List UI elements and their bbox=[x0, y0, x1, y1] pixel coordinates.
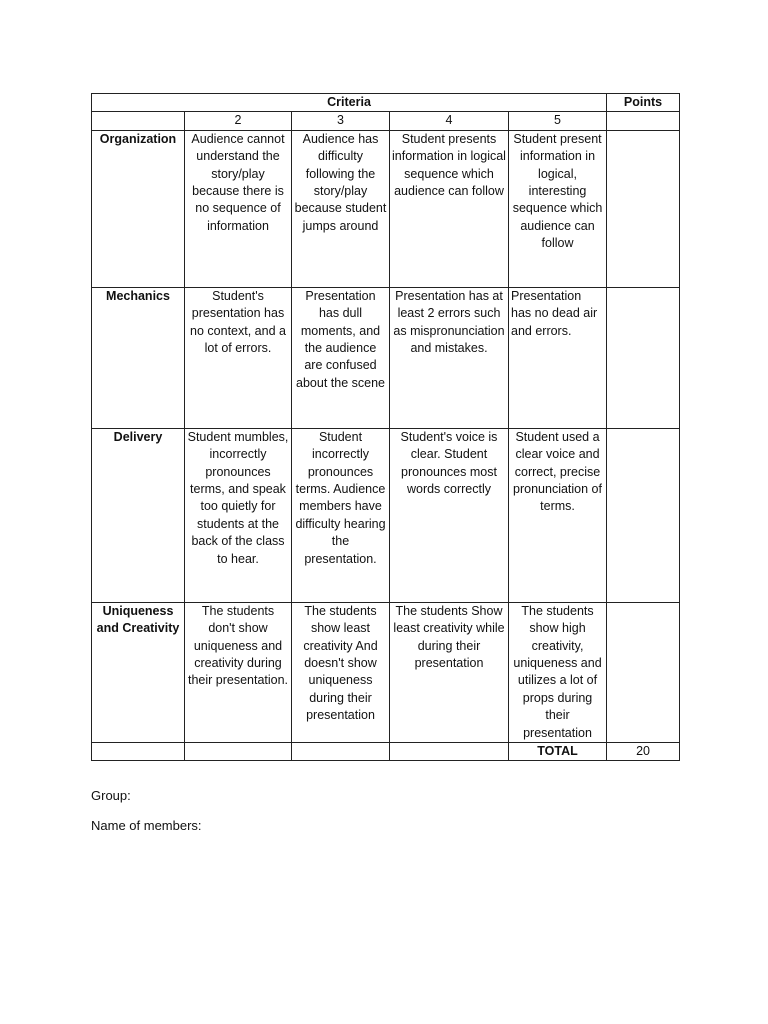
points-cell[interactable] bbox=[607, 602, 680, 742]
points-cell[interactable] bbox=[607, 428, 680, 602]
score-header-2: 2 bbox=[185, 112, 292, 130]
empty-points-header-cell bbox=[607, 112, 680, 130]
table-cell: Student presents information in logical sequence which audience can follow bbox=[390, 130, 509, 287]
empty-cell bbox=[92, 743, 185, 761]
total-label: TOTAL bbox=[509, 743, 607, 761]
row-label-mechanics: Mechanics bbox=[92, 287, 185, 428]
score-header-4: 4 bbox=[390, 112, 509, 130]
table-cell: Presentation has no dead air and errors. bbox=[509, 287, 607, 428]
table-cell: Student's presentation has no context, and a lot of errors. bbox=[185, 287, 292, 428]
empty-cell bbox=[390, 743, 509, 761]
table-cell: The students Show least creativity while during their presentation bbox=[390, 602, 509, 742]
score-header-3: 3 bbox=[292, 112, 390, 130]
table-row bbox=[92, 287, 680, 428]
empty-cell bbox=[185, 743, 292, 761]
points-cell[interactable] bbox=[607, 130, 680, 287]
table-row bbox=[92, 130, 680, 287]
table-cell: Student present information in logical, interesting sequence which audience can follow bbox=[509, 130, 607, 287]
row-label-organization: Organization bbox=[92, 130, 185, 287]
header-row-criteria bbox=[92, 94, 680, 112]
table-cell: Student mumbles, incorrectly pronounces terms, and speak too quietly for students at the back of the class to hear. bbox=[185, 428, 292, 602]
table-row bbox=[92, 428, 680, 602]
rubric-table bbox=[91, 93, 680, 761]
table-cell: Presentation has dull moments, and the audience are confused about the scene bbox=[292, 287, 390, 428]
table-cell: The students show least creativity And doesn't show uniqueness during their presentation bbox=[292, 602, 390, 742]
row-label-uniqueness-creativity: Uniqueness and Creativity bbox=[92, 602, 185, 742]
points-cell[interactable] bbox=[607, 287, 680, 428]
table-cell: Student used a clear voice and correct, precise pronunciation of terms. bbox=[509, 428, 607, 602]
members-label: Name of members: bbox=[91, 818, 202, 833]
group-label: Group: bbox=[91, 788, 131, 803]
table-row bbox=[92, 602, 680, 742]
table-cell: Student's voice is clear. Student pronounces most words correctly bbox=[390, 428, 509, 602]
empty-cell bbox=[292, 743, 390, 761]
table-cell: Audience cannot understand the story/play because there is no sequence of information bbox=[185, 130, 292, 287]
row-label-delivery: Delivery bbox=[92, 428, 185, 602]
total-row bbox=[92, 743, 680, 761]
table-cell: The students don't show uniqueness and creativity during their presentation. bbox=[185, 602, 292, 742]
empty-header-cell bbox=[92, 112, 185, 130]
total-value: 20 bbox=[607, 743, 680, 761]
table-cell: The students show high creativity, uniqueness and utilizes a lot of props during their presentation bbox=[509, 602, 607, 742]
table-cell: Student incorrectly pronounces terms. Audience members have difficulty hearing the presentation. bbox=[292, 428, 390, 602]
table-cell: Audience has difficulty following the story/play because student jumps around bbox=[292, 130, 390, 287]
table-cell: Presentation has at least 2 errors such as mispronunciation and mistakes. bbox=[390, 287, 509, 428]
header-row-scores bbox=[92, 112, 680, 130]
points-header: Points bbox=[607, 94, 680, 112]
score-header-5: 5 bbox=[509, 112, 607, 130]
criteria-header: Criteria bbox=[92, 94, 607, 112]
